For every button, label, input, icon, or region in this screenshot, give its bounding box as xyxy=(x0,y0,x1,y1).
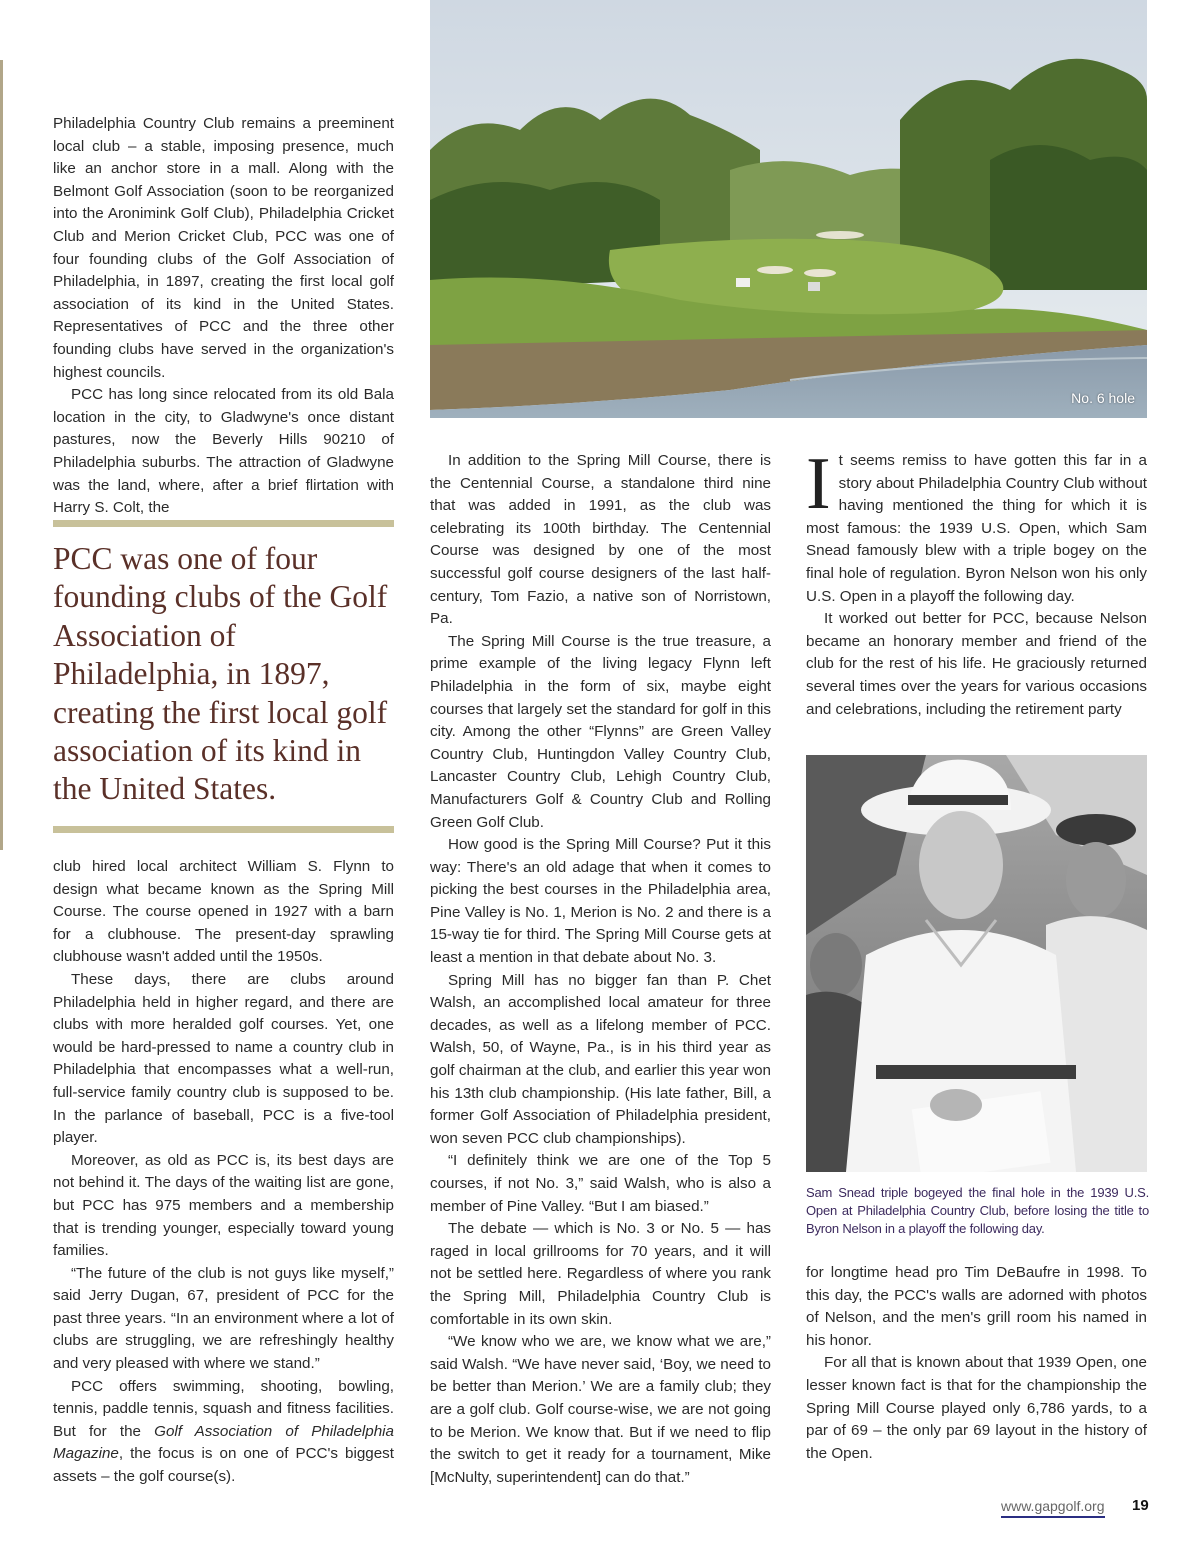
photo-label: No. 6 hole xyxy=(1071,390,1135,406)
text-run: , the focus is on one of PCC's biggest assets – the golf course(s). xyxy=(53,1445,394,1486)
page-edge-rule xyxy=(0,60,3,850)
pull-quote: PCC was one of four founding clubs of the Golf Association of Philadelphia, in 1897, creating the first local golf association of its kind in the United States. xyxy=(53,541,388,807)
course-photo xyxy=(430,0,1147,418)
paragraph: The debate — which is No. 3 or No. 5 — has raged in local grillrooms for 70 years, and it will not be settled here. Regardless of where you rank the Spring Mill, Philadelphia Country Club is comfortable in its own skin. xyxy=(430,1220,771,1328)
paragraph: “The future of the club is not guys like myself,” said Jerry Dugan, 67, president of PCC for the past three years. “In an environment where a lot of clubs are struggling, we are refreshingly healthy and very pleased with where we stand.” xyxy=(53,1264,394,1373)
paragraph: Philadelphia Country Club remains a preeminent local club – a stable, imposing presence, much like an anchor store in a mall. Along with the Belmont Golf Association (soon to be reorganized into the Aronimink Golf Club), Philadelphia Cricket Club and Merion Cricket Club, PCC was one of four founding clubs of the Golf Association of Philadelphia, in 1897, creating the first local golf association of its kind in the United States. Representatives of PCC and the three other founding clubs have served in the organization's highest councils. xyxy=(53,115,394,381)
paragraph: “I definitely think we are one of the Top 5 courses, if not No. 3,” said Walsh, who is also a member of Pine Valley. “But I am biased.” xyxy=(430,1152,771,1215)
paragraph: The Spring Mill Course is the true treasure, a prime example of the living legacy Flynn left Philadelphia in the form of six, maybe eight courses that largely set the standard for golf in this city. Among the other “Flynns” are Green Valley Country Club, Huntingdon Valley Country Club, Lancaster Country Club, Lehigh Country Club, Manufacturers Golf & Country Club and Rolling Green Golf Club. xyxy=(430,632,771,831)
photo-caption: Sam Snead triple bogeyed the final hole in the 1939 U.S. Open at Philadelphia Country Club, before losing the title to Byron Nelson in a playoff the following day. xyxy=(806,1185,1149,1236)
paragraph: Moreover, as old as PCC is, its best days are not behind it. The days of the waiting list are gone, but PCC has 975 members and a membership that is trending younger, especially toward young families. xyxy=(53,1151,394,1260)
left-column-top xyxy=(53,113,394,520)
text-run: PCC offers swimming, shooting, bowling, tennis, paddle tennis, squash and fitness facilities. But for the xyxy=(53,1377,394,1440)
text-run: t seems remiss to have gotten this far in a story about Philadelphia Country Club without having mentioned the thing for which it is most famous: the 1939 U.S. Open, which Sam Snead famously blew with a triple bogey on the final hole of regulation. Byron Nelson won his only U.S. Open in a playoff the following day. xyxy=(806,452,1147,605)
paragraph: club hired local architect William S. Flynn to design what became known as the Spring Mill Course. The course opened in 1927 with a barn for a clubhouse. The present-day sprawling clubhouse wasn't added until the 1950s. xyxy=(53,858,394,966)
paragraph: How good is the Spring Mill Course? Put it this way: There's an old adage that when it comes to picking the best courses in the Philadelphia area, Pine Valley is No. 1, Merion is No. 2 and there is a 15-way tie for third. The Spring Mill Course gets at least a mention in that debate about No. 3. xyxy=(430,836,771,967)
left-column-bottom xyxy=(53,856,394,1489)
right-column-top xyxy=(806,443,1147,721)
website-link[interactable]: www.gapgolf.org xyxy=(1001,1498,1105,1518)
paragraph: Spring Mill has no bigger fan than P. Chet Walsh, an accomplished local amateur for three decades, as well as a lifelong member of PCC. Walsh, 50, of Wayne, Pa., is in his third year as golf chairman at the club, and earlier this year won his 13th club championship. (His late father, Bill, a former Golf Association of Philadelphia president, won seven PCC club championships). xyxy=(430,971,771,1147)
magazine-title: Golf Association of Philadelphia Magazine xyxy=(53,1422,394,1463)
paragraph: For all that is known about that 1939 Open, one lesser known fact is that for the championship the Spring Mill Course played only 6,786 yards, to a par of 69 – the only par 69 layout in the history of the Open. xyxy=(806,1354,1147,1462)
drop-cap: I xyxy=(806,443,831,525)
snead-photo-image xyxy=(806,755,1147,1172)
paragraph: It worked out better for PCC, because Nelson became an honorary member and friend of the club for the rest of his life. He graciously returned several times over the years for various occasions and celebrations, including the retirement party xyxy=(806,610,1147,718)
snead-photo xyxy=(806,755,1147,1172)
paragraph: In addition to the Spring Mill Course, there is the Centennial Course, a standalone third nine that was added in 1991, as the club was celebrating its 100th birthday. The Centennial Course was designed by one of the most successful golf course designers of the last half-century, Tom Fazio, a native son of Norristown, Pa. xyxy=(430,452,771,628)
paragraph: These days, there are clubs around Philadelphia held in higher regard, and there are clubs with more heralded golf courses. Yet, one would be hard-pressed to name a country club in Philadelphia that encompasses what a well-run, full-service family country club is supposed to be. In the parlance of baseball, PCC is a five-tool player. xyxy=(53,970,394,1147)
middle-column xyxy=(430,450,771,1489)
page-number: 19 xyxy=(1132,1497,1149,1514)
right-column-bottom xyxy=(806,1262,1147,1465)
paragraph xyxy=(806,443,1147,608)
course-photo-image xyxy=(430,0,1147,418)
pull-quote-bottom-rule xyxy=(53,826,394,833)
paragraph: “We know who we are, we know what we are,” said Walsh. “We have never said, ‘Boy, we need to be better than Merion.’ We are a family club; they are a golf club. Golf course-wise, we are not going to be Merion. We know that. But if we need to flip the switch to get it ready for a tournament, Mike [McNulty, superintendent] can do that.” xyxy=(430,1333,771,1486)
pull-quote-top-rule xyxy=(53,520,394,527)
paragraph: for longtime head pro Tim DeBaufre in 1998. To this day, the PCC's walls are adorned with photos of Nelson, and the men's grill room his named in his honor. xyxy=(806,1264,1147,1349)
paragraph: PCC has long since relocated from its old Bala location in the city, to Gladwyne's once distant pastures, now the Beverly Hills 90210 of Philadelphia suburbs. The attraction of Gladwyne was the land, where, after a brief flirtation with Harry S. Colt, the xyxy=(53,386,394,517)
paragraph xyxy=(53,1376,394,1489)
